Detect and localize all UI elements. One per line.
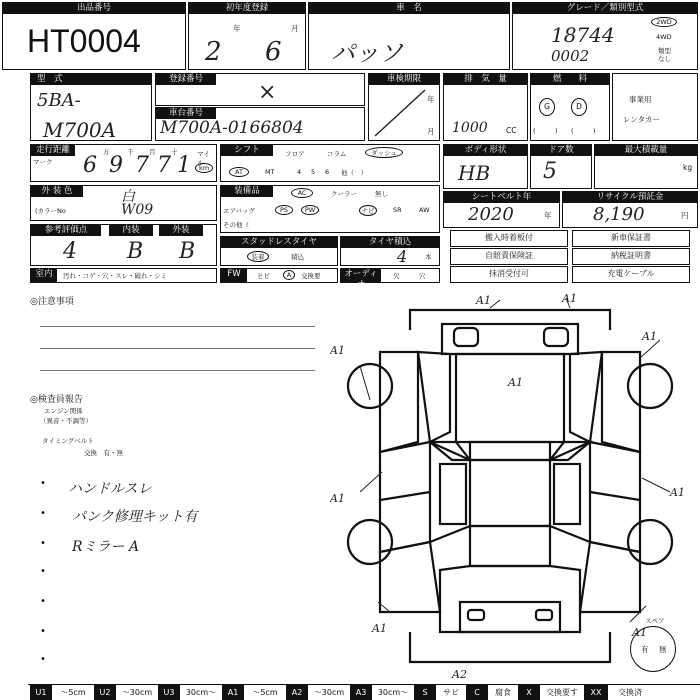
- legend-val-u2: 〜30cm: [121, 688, 153, 697]
- audio-row: [340, 268, 440, 290]
- button-insurance-cert[interactable]: 自賠責保険証: [450, 248, 568, 265]
- notes-title: ◎注意事項: [30, 297, 74, 307]
- roof: [470, 460, 550, 526]
- inspection-month-label: 月: [427, 127, 435, 136]
- tire-load-unit: 本: [425, 253, 432, 261]
- notes-line-2: [40, 348, 315, 349]
- chassis-cell: [155, 107, 365, 141]
- rating-exterior-value: B: [179, 239, 196, 264]
- studless-installed: 装着: [247, 251, 269, 262]
- bullet-2: •: [40, 508, 46, 519]
- rating-exterior-header: 外装: [159, 225, 203, 236]
- fw-row: [220, 268, 338, 283]
- button-delivery-board[interactable]: 搬入時着板付: [450, 230, 568, 247]
- button-cancel-accept[interactable]: 抹消受付可: [450, 266, 568, 283]
- mileage-header: 走行距離: [31, 145, 75, 156]
- inspection-strike: [369, 86, 439, 140]
- ratings-cell: [30, 224, 217, 266]
- equip-navi: ナビ: [359, 205, 377, 216]
- legend-val-u1: 〜5cm: [60, 688, 86, 697]
- year-label: 年: [233, 24, 241, 33]
- fw-crack: ヒビ: [257, 272, 270, 280]
- mark-front-left: A1: [330, 344, 345, 357]
- spare-no: 無: [659, 645, 667, 654]
- option-no-type: 類型 なし: [658, 47, 671, 63]
- mileage-km: km: [195, 163, 213, 173]
- capacity-unit: kg: [683, 163, 693, 172]
- interior-row-label: 室内: [31, 269, 57, 282]
- mileage-unit-hyaku: 百: [149, 148, 156, 156]
- body-type-header: ボディ形状: [444, 145, 527, 156]
- mileage-unit-sen: 千: [127, 148, 134, 156]
- mark-rear-bumper: A2: [452, 668, 467, 680]
- option-2wd: 2WD: [651, 17, 677, 27]
- spare-yes: 有: [641, 645, 649, 654]
- bullet-6: •: [40, 626, 46, 637]
- wheel-rear-left: [348, 520, 392, 564]
- mileage-mark-label: マーク: [33, 158, 53, 166]
- bullet-7: •: [40, 654, 46, 665]
- studless-loaded: 積込: [291, 253, 304, 261]
- shift-header: シフト: [221, 145, 273, 156]
- bullet-5: •: [40, 596, 46, 607]
- mileage-digit-3: 7: [135, 153, 149, 178]
- headlight-left: [454, 328, 478, 346]
- mark-rear-right: A1: [632, 626, 647, 639]
- fw-row-label: FW: [221, 269, 247, 282]
- legend-key-u3: U3: [158, 685, 180, 700]
- mark-hood: A1: [508, 376, 523, 389]
- audio-row-label: オーディオ: [341, 269, 381, 282]
- seatbelt-header: シートベルト年: [444, 192, 559, 203]
- bullet-3: •: [40, 538, 46, 549]
- rear-glass: [470, 526, 550, 566]
- shift-other: 他（ ）: [341, 169, 367, 177]
- mileage-digit-5: 1: [177, 153, 191, 178]
- rental-car: レンタカー: [623, 115, 661, 124]
- chassis-header: 車台番号: [156, 108, 216, 119]
- inspector-item-2: パンク修理キット有: [72, 509, 198, 525]
- legend-val-a1: 〜5cm: [252, 688, 278, 697]
- mark-left-door: A1: [330, 492, 345, 505]
- windshield: [470, 442, 550, 460]
- shift-dash: ダッシュ: [365, 147, 403, 158]
- front-bumper: [410, 310, 610, 330]
- inspector-title: ◎検査員報告: [30, 395, 83, 405]
- fuel-diesel: D: [571, 98, 587, 116]
- body-type-cell: [443, 144, 528, 189]
- legend-key-x: X: [518, 685, 540, 700]
- lot-number-header: 出品番号: [3, 3, 185, 14]
- rear-bumper: [410, 632, 610, 662]
- mileage-cell: [30, 144, 217, 182]
- legend-key-s: S: [414, 685, 436, 700]
- mileage-mile: マイル: [197, 150, 210, 167]
- displacement-value: 1000: [452, 120, 488, 136]
- legend-val-xx: 交換済: [618, 688, 642, 697]
- recycle-cell: [562, 191, 698, 228]
- first-registration-header: 初年度登録: [189, 3, 305, 14]
- shift-gear-5: 5: [311, 168, 316, 176]
- model-header: 型 式: [31, 74, 151, 85]
- headlight-right: [544, 328, 568, 346]
- button-charge-cable[interactable]: 充電ケーブル: [572, 266, 690, 283]
- mileage-digit-2: 9: [109, 153, 123, 178]
- car-name-cell: [308, 2, 510, 70]
- inspection-cell: [368, 73, 440, 141]
- grade-cell: [512, 2, 698, 70]
- bullet-1: •: [40, 478, 46, 489]
- legend-val-s: サビ: [443, 688, 459, 697]
- equip-cooler: クーラー: [331, 190, 357, 198]
- fuel-other-2: ( ): [571, 127, 596, 135]
- wheel-front-right: [628, 364, 672, 408]
- mileage-digit-4: 7: [157, 153, 171, 178]
- model-value-1: 5BA-: [37, 90, 81, 111]
- tire-load-cell: [340, 236, 440, 266]
- business-use: 事業用: [629, 95, 652, 104]
- registration-header: 登録番号: [156, 74, 216, 85]
- fuel-other-1: ( ): [533, 127, 558, 135]
- fuel-gasoline: G: [539, 98, 555, 116]
- first-registration-cell: [188, 2, 306, 70]
- grade-value: 18744: [551, 23, 615, 47]
- legend-val-x: 交換要す: [546, 688, 578, 697]
- legend-val-c: 腐食: [495, 688, 511, 697]
- equip-sr: SR: [393, 206, 402, 214]
- tire-load-header: タイヤ積込: [341, 237, 439, 248]
- equip-ps: PS: [275, 205, 293, 215]
- car-name-header: 車 名: [309, 3, 509, 14]
- doors-value: 5: [543, 159, 557, 184]
- wheel-front-left: [348, 364, 392, 408]
- body-type-value: HB: [458, 161, 491, 185]
- model-cell: [30, 73, 152, 141]
- lot-number-cell: [2, 2, 186, 70]
- legend-val-a3: 30cm〜: [377, 688, 409, 697]
- color-value: 白: [121, 189, 135, 205]
- legend-key-c: C: [466, 685, 488, 700]
- spare-label: スペア: [645, 617, 665, 625]
- mileage-unit-ju: 十: [171, 148, 178, 156]
- chassis-value: M700A-0166804: [160, 118, 304, 138]
- equip-none: 無し: [375, 190, 388, 198]
- recycle-value: 8,190: [593, 204, 645, 225]
- mark-front-bumper: A1: [476, 294, 491, 307]
- wheel-rear-right: [628, 520, 672, 564]
- mark-rear-left: A1: [372, 622, 387, 635]
- equipment-cell: [220, 185, 440, 233]
- equipment-header: 装備品: [221, 186, 273, 197]
- equip-airbag: エアバッグ: [223, 207, 255, 215]
- grade-value-2: 0002: [551, 47, 590, 65]
- displacement-unit: CC: [506, 126, 517, 135]
- shift-column: コラム: [327, 150, 347, 158]
- tire-load-value: 4: [397, 247, 408, 266]
- option-4wd: 4WD: [656, 33, 672, 41]
- rating-overall-value: 4: [63, 239, 77, 264]
- equip-pw: PW: [301, 205, 319, 215]
- spare-circle: [630, 626, 676, 672]
- color-header: 外 装 色: [31, 186, 83, 197]
- button-new-car-warranty[interactable]: 新車保証書: [572, 230, 690, 247]
- audio-hole: 穴: [419, 272, 426, 280]
- fuel-header: 燃 料: [531, 74, 609, 85]
- mark-front-right: A1: [642, 330, 657, 343]
- equip-other: その他（: [223, 221, 249, 229]
- rating-overall-header: 参考評価点: [31, 225, 101, 236]
- audio-missing: 欠: [393, 272, 400, 280]
- doors-cell: [530, 144, 592, 189]
- capacity-cell: [594, 144, 698, 189]
- inspection-header: 車検期限: [369, 74, 439, 85]
- inspector-item-3: Rミラー A: [72, 539, 140, 555]
- seatbelt-unit: 年: [544, 211, 552, 220]
- registration-mark: ×: [258, 80, 277, 105]
- shift-gear-4: 4: [297, 168, 302, 176]
- fw-replace: 交換要: [301, 272, 321, 280]
- equip-aw: AW: [419, 206, 430, 214]
- legend-key-a3: A3: [350, 685, 372, 700]
- color-code-label: (カラーNo: [35, 207, 66, 215]
- legend-key-u1: U1: [30, 685, 52, 700]
- grade-header: グレード／類別型式: [513, 3, 697, 14]
- recycle-unit: 円: [681, 211, 689, 220]
- shift-cell: [220, 144, 440, 182]
- button-tax-cert[interactable]: 納税証明書: [572, 248, 690, 265]
- month-value: 6: [265, 37, 282, 67]
- legend-key-u2: U2: [94, 685, 116, 700]
- shift-gear-6: 6: [325, 168, 330, 176]
- inspector-engine-sub: （異音・不調等）: [40, 417, 92, 425]
- inspector-timing-opts: 交換 有・無: [84, 449, 123, 457]
- inspector-timing: タイミングベルト: [42, 437, 94, 445]
- legend-key-a1: A1: [222, 685, 244, 700]
- studless-header: スタッドレスタイヤ: [221, 237, 337, 248]
- month-label: 月: [291, 24, 299, 33]
- mark-right-door: A1: [670, 486, 685, 499]
- displacement-cell: [443, 73, 528, 141]
- registration-cell: [155, 73, 365, 106]
- inspector-item-1: ハンドルスレ: [68, 481, 152, 497]
- equip-ac: AC: [291, 188, 313, 198]
- business-cell: [612, 73, 698, 141]
- legend-key-xx: XX: [584, 685, 608, 700]
- color-code: W09: [121, 202, 154, 218]
- inspector-engine: エンジン関係: [44, 407, 83, 415]
- fw-a: A: [283, 270, 295, 280]
- mileage-digit-1: 6: [83, 153, 97, 178]
- notes-line-1: [40, 326, 315, 327]
- legend-val-a2: 〜30cm: [313, 688, 345, 697]
- bullet-4: •: [40, 566, 46, 577]
- recycle-header: リサイクル預託金: [563, 192, 697, 203]
- color-cell: [30, 185, 217, 221]
- model-value-2: M700A: [43, 118, 117, 142]
- inspection-year-label: 年: [427, 95, 435, 104]
- shift-at: AT: [229, 167, 249, 177]
- rating-interior-value: B: [127, 239, 144, 264]
- year-value: 2: [205, 37, 222, 67]
- interior-row: [30, 268, 217, 283]
- legend-val-u3: 30cm〜: [185, 688, 217, 697]
- displacement-header: 排 気 量: [444, 74, 527, 85]
- seatbelt-value: 2020: [468, 204, 514, 225]
- doors-header: ドア数: [531, 145, 591, 156]
- notes-line-3: [40, 370, 315, 371]
- hood-panel: [456, 354, 564, 442]
- fuel-cell: [530, 73, 610, 141]
- shift-mt: MT: [265, 168, 275, 176]
- legend-key-a2: A2: [286, 685, 308, 700]
- car-name-value: パッソ: [331, 39, 403, 67]
- seatbelt-cell: [443, 191, 560, 228]
- mark-front-bumper-2: A1: [562, 292, 577, 305]
- capacity-header: 最大積載量: [595, 145, 697, 156]
- shift-floor: フロア: [285, 150, 305, 158]
- interior-row-items: 汚れ・コゲ・穴・スレ・破れ・シミ: [63, 272, 167, 280]
- mileage-unit-man: 万: [103, 148, 110, 156]
- lot-number-value: HT0004: [27, 23, 141, 59]
- rating-interior-header: 内装: [109, 225, 153, 236]
- studless-cell: [220, 236, 338, 266]
